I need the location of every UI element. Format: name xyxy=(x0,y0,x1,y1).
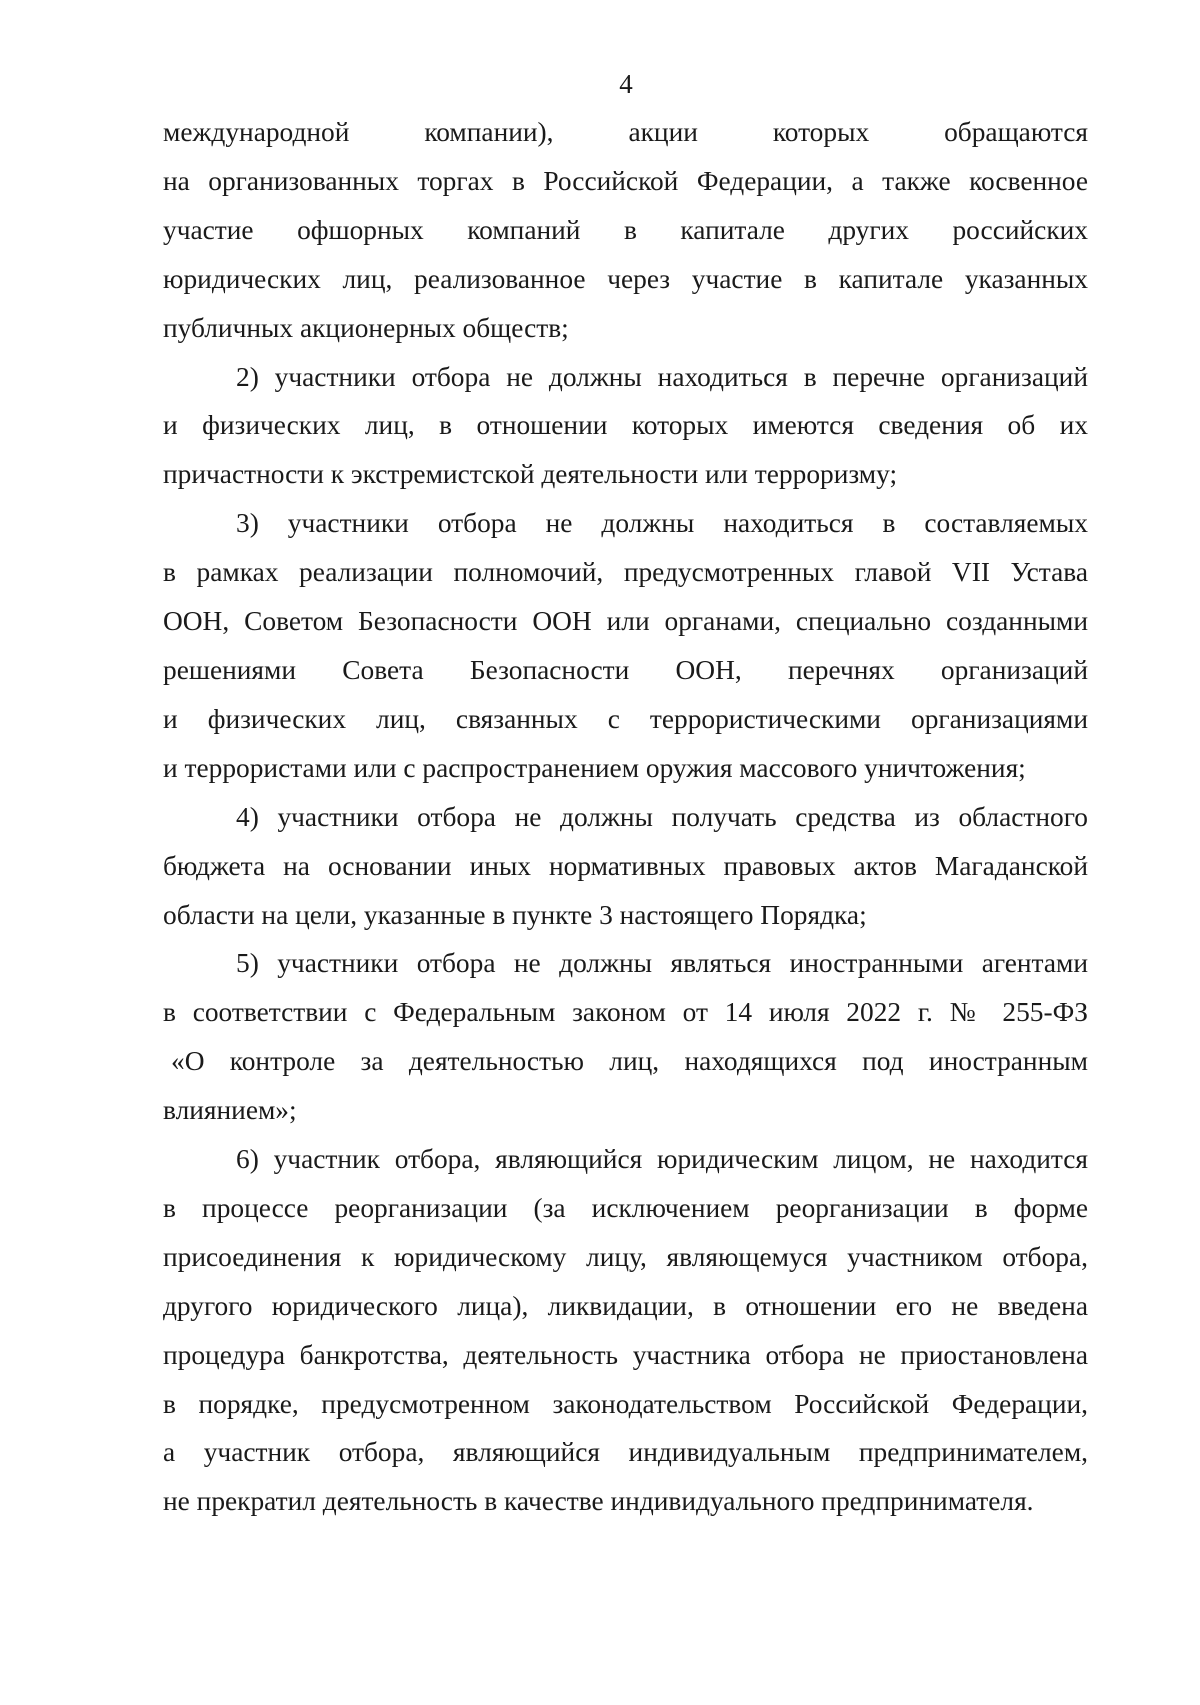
text-line: в порядке, предусмотренном законодательством Российской Федерации, xyxy=(163,1388,1088,1419)
paragraph-item-6 xyxy=(163,1135,1088,1526)
text-line: 2) участники отбора не должны находиться в перечне организаций xyxy=(236,361,1088,392)
text-line: публичных акционерных обществ; xyxy=(163,312,569,343)
text-line: причастности к экстремистской деятельности или терроризму; xyxy=(163,459,898,490)
text-line: на организованных торгах в Российской Федерации, а также косвенное xyxy=(163,165,1088,196)
text-line: ООН, Советом Безопасности ООН или органами, специально созданными xyxy=(163,606,1088,637)
text-line: 6) участник отбора, являющийся юридическим лицом, не находится xyxy=(236,1144,1088,1175)
text-line: в рамках реализации полномочий, предусмотренных главой VII Устава xyxy=(163,557,1088,588)
text-line: 4) участники отбора не должны получать средства из областного xyxy=(236,801,1088,832)
text-line: области на цели, указанные в пункте 3 настоящего Порядка; xyxy=(163,899,867,930)
text-line: 5) участники отбора не должны являться иностранными агентами xyxy=(236,948,1088,979)
text-line: в соответствии с Федеральным законом от 14 июля 2022 г. № 255-ФЗ xyxy=(163,997,1088,1028)
text-line: в процессе реорганизации (за исключением реорганизации в форме xyxy=(163,1192,1088,1223)
text-line: не прекратил деятельность в качестве индивидуального предпринимателя. xyxy=(163,1486,1034,1517)
paragraph-continuation xyxy=(163,108,1088,353)
paragraph-item-4 xyxy=(163,793,1088,940)
text-line: решениями Совета Безопасности ООН, перечнях организаций xyxy=(163,654,1088,685)
text-line: а участник отбора, являющийся индивидуальным предпринимателем, xyxy=(163,1437,1088,1468)
paragraph-item-5 xyxy=(163,939,1088,1135)
text-line: юридических лиц, реализованное через участие в капитале указанных xyxy=(163,263,1088,294)
text-line: и физических лиц, в отношении которых имеются сведения об их xyxy=(163,410,1088,441)
paragraph-item-3 xyxy=(163,499,1088,792)
text-line: присоединения к юридическому лицу, являющемуся участником отбора, xyxy=(163,1241,1088,1272)
paragraph-item-2 xyxy=(163,353,1088,500)
text-line: и террористами или с распространением оружия массового уничтожения; xyxy=(163,752,1026,783)
text-line: «О контроле за деятельностью лиц, находящихся под иностранным xyxy=(171,1046,1088,1077)
text-line: бюджета на основании иных нормативных правовых актов Магаданской xyxy=(163,850,1088,881)
text-line: процедура банкротства, деятельность участника отбора не приостановлена xyxy=(163,1339,1088,1370)
page-number: 4 xyxy=(619,69,633,99)
text-line: участие офшорных компаний в капитале других российских xyxy=(163,214,1088,245)
document-body xyxy=(163,108,1088,1526)
text-line: другого юридического лица), ликвидации, в отношении его не введена xyxy=(163,1290,1088,1321)
text-line: международной компании), акции которых обращаются xyxy=(163,117,1088,147)
text-line: 3) участники отбора не должны находиться в составляемых xyxy=(236,508,1088,539)
text-line: влиянием»; xyxy=(163,1095,297,1126)
text-line: и физических лиц, связанных с террористическими организациями xyxy=(163,703,1088,734)
